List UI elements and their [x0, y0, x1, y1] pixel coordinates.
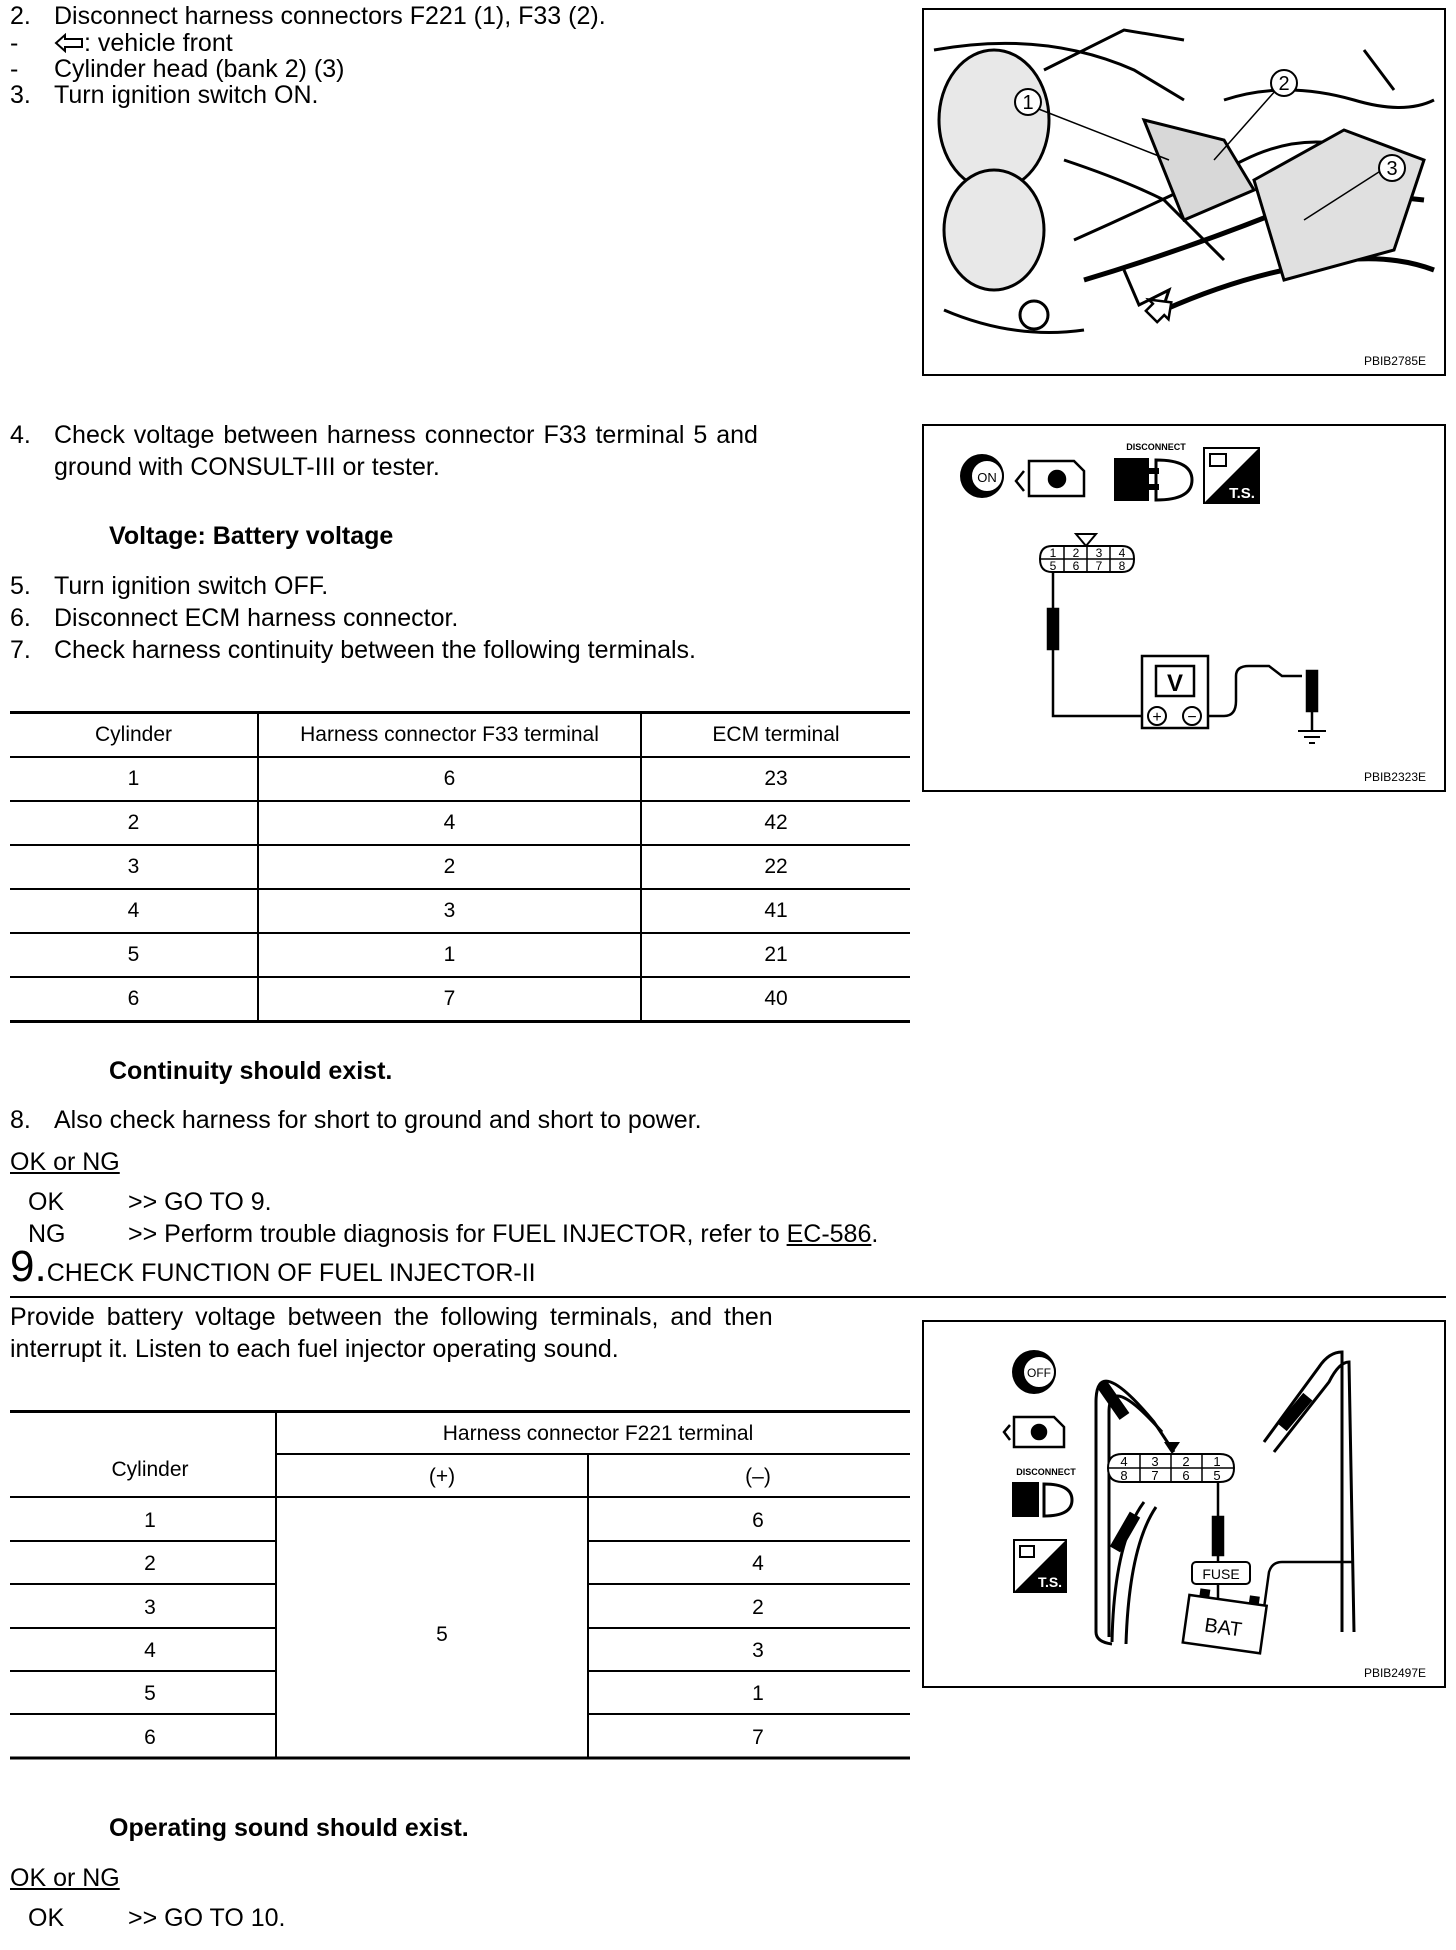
table-cell: 5: [10, 933, 258, 977]
harness-connector: [1040, 534, 1134, 573]
table-cell: 6: [10, 977, 258, 1022]
step-text: Check harness continuity between the following terminals.: [54, 636, 697, 664]
harness-connector: [1108, 1442, 1234, 1483]
table-header: Cylinder: [111, 1458, 189, 1481]
step-number: 2.: [10, 2, 31, 30]
figure-code: PBIB2323E: [1363, 770, 1426, 784]
step9-description: interrupt it. Listen to each fuel injector operating sound.: [10, 1335, 619, 1363]
callout-2: 2: [1278, 73, 1290, 95]
continuity-note: Continuity should exist.: [109, 1057, 393, 1085]
table-cell: 3: [144, 1596, 156, 1619]
svg-text:OFF: OFF: [1027, 1366, 1051, 1380]
ng-label: NG: [28, 1220, 66, 1248]
table-cell: 2: [258, 845, 641, 889]
bullet: -: [10, 55, 19, 83]
table-cell: 2: [10, 801, 258, 845]
table-cell: 1: [10, 757, 258, 801]
section-divider: [10, 1296, 1446, 1298]
function-table-grid: [10, 1410, 910, 1760]
step-text: Turn ignition switch ON.: [54, 81, 319, 109]
step-number: 5.: [10, 572, 31, 600]
disconnect-icon: [1114, 442, 1192, 501]
ignition-off-icon: [1012, 1350, 1056, 1394]
table-cell: 2: [144, 1552, 156, 1575]
table-cell: 41: [641, 889, 910, 933]
table-cell: 5: [144, 1682, 156, 1705]
table-cell: 7: [258, 977, 641, 1022]
svg-text:−: −: [1187, 709, 1197, 726]
function-table: [10, 1410, 910, 1765]
svg-text:7: 7: [1095, 559, 1103, 573]
table-row: [10, 757, 910, 801]
section-title: CHECK FUNCTION OF FUEL INJECTOR-II: [46, 1259, 536, 1287]
table-cell: 22: [641, 845, 910, 889]
table-header: Cylinder: [10, 713, 258, 758]
injector-test-diagram: [924, 1322, 1444, 1686]
table-cell: 3: [752, 1639, 764, 1662]
table-cell: 23: [641, 757, 910, 801]
ok-action: >> GO TO 9.: [128, 1188, 272, 1216]
table-cell: 2: [752, 1596, 764, 1619]
svg-text:1: 1: [1213, 1454, 1221, 1469]
table-row: [10, 933, 910, 977]
svg-text:6: 6: [1072, 559, 1080, 573]
callout-3: 3: [1386, 158, 1398, 180]
table-cell: 1: [752, 1682, 764, 1705]
step-text: Check voltage between harness connector F33 terminal 5 and: [54, 421, 758, 449]
svg-text:5: 5: [1049, 559, 1057, 573]
table-cell: 21: [641, 933, 910, 977]
table-header: Harness connector F221 terminal: [442, 1422, 754, 1445]
svg-text:3: 3: [1095, 546, 1103, 560]
table-cell: 4: [258, 801, 641, 845]
sound-note: Operating sound should exist.: [109, 1814, 469, 1842]
svg-text:DISCONNECT: DISCONNECT: [1016, 1467, 1076, 1477]
ng-action-end: .: [871, 1220, 879, 1248]
figure-code: PBIB2497E: [1363, 1666, 1426, 1680]
svg-text:T.S.: T.S.: [1229, 485, 1255, 502]
table-cell: 6: [144, 1726, 156, 1749]
ok-ng-heading: OK or NG: [10, 1864, 120, 1892]
svg-text:V: V: [1166, 670, 1184, 697]
engine-icon: [1004, 1417, 1064, 1447]
injector-test-figure: [922, 1320, 1446, 1688]
step-number: 8.: [10, 1106, 31, 1134]
table-row: [10, 845, 910, 889]
table-cell: 5: [436, 1623, 448, 1646]
svg-text:1: 1: [1049, 546, 1057, 560]
step-number: 7.: [10, 636, 31, 664]
table-row: [10, 801, 910, 845]
table-cell: 1: [144, 1509, 156, 1532]
step-text: : vehicle front: [84, 29, 233, 57]
table-header: (–): [745, 1465, 771, 1488]
ok-label: OK: [28, 1904, 65, 1932]
step-text: Turn ignition switch OFF.: [54, 572, 329, 600]
tester-icon: [1204, 448, 1259, 503]
svg-text:6: 6: [1182, 1468, 1190, 1483]
table-cell: 40: [641, 977, 910, 1022]
svg-text:BAT: BAT: [1203, 1614, 1244, 1642]
step-number: 6.: [10, 604, 31, 632]
ignition-on-icon: [960, 454, 1004, 498]
engine-icon: [1016, 461, 1084, 496]
figure-code: PBIB2785E: [1363, 354, 1426, 368]
svg-text:ON: ON: [977, 470, 997, 485]
ec-586-link[interactable]: EC-586: [786, 1220, 872, 1248]
ok-action: >> GO TO 10.: [128, 1904, 286, 1932]
voltmeter-icon: [1142, 656, 1208, 728]
continuity-table: [10, 711, 910, 1023]
voltage-check-diagram: [924, 426, 1444, 790]
table-cell: 7: [752, 1726, 764, 1749]
voltage-spec: Voltage: Battery voltage: [109, 522, 394, 550]
table-cell: 42: [641, 801, 910, 845]
step-number: 3.: [10, 81, 31, 109]
table-cell: 4: [144, 1639, 156, 1662]
table-header-row: [10, 713, 910, 758]
svg-text:DISCONNECT: DISCONNECT: [1126, 442, 1186, 452]
svg-text:3: 3: [1151, 1454, 1159, 1469]
table-cell: 1: [258, 933, 641, 977]
tester-icon: [1014, 1540, 1066, 1592]
table-header: ECM terminal: [641, 713, 910, 758]
svg-text:5: 5: [1213, 1468, 1221, 1483]
table-header: (+): [428, 1465, 456, 1488]
svg-text:4: 4: [1120, 1454, 1128, 1469]
svg-text:FUSE: FUSE: [1202, 1566, 1240, 1582]
section-heading: [10, 1244, 536, 1296]
fuse-icon: [1192, 1562, 1250, 1584]
table-cell: 4: [10, 889, 258, 933]
svg-text:8: 8: [1118, 559, 1126, 573]
ng-action-text: >> Perform trouble diagnosis for FUEL INJECTOR, refer to: [128, 1220, 787, 1248]
svg-text:2: 2: [1182, 1454, 1190, 1469]
table-cell: 3: [258, 889, 641, 933]
svg-text:4: 4: [1118, 546, 1126, 560]
svg-text:8: 8: [1120, 1468, 1128, 1483]
disconnect-icon: [1012, 1467, 1076, 1517]
step9-description: Provide battery voltage between the following terminals, and then: [10, 1303, 773, 1331]
step-text: Also check harness for short to ground and short to power.: [54, 1106, 702, 1134]
voltage-check-figure: [922, 424, 1446, 792]
step-text: ground with CONSULT-III or tester.: [54, 453, 440, 481]
step-text: Disconnect ECM harness connector.: [54, 604, 459, 632]
ok-ng-heading: OK or NG: [10, 1148, 120, 1176]
svg-text:2: 2: [1072, 546, 1080, 560]
ok-label: OK: [28, 1188, 65, 1216]
table-header: Harness connector F33 terminal: [258, 713, 641, 758]
step-text: Disconnect harness connectors F221 (1), F33 (2).: [54, 2, 606, 30]
step-number: 4.: [10, 421, 31, 449]
battery-icon: [1183, 1587, 1268, 1653]
table-cell: 6: [258, 757, 641, 801]
table-row: [10, 889, 910, 933]
callout-1: 1: [1022, 92, 1034, 114]
svg-text:7: 7: [1151, 1468, 1159, 1483]
bullet: -: [10, 29, 19, 57]
engine-harness-figure: [922, 8, 1446, 376]
step-text: Cylinder head (bank 2) (3): [54, 55, 345, 83]
table-row: [10, 977, 910, 1022]
section-number: 9.: [10, 1242, 47, 1291]
engine-illustration: [924, 10, 1444, 374]
svg-text:T.S.: T.S.: [1037, 1574, 1063, 1590]
table-cell: 4: [752, 1552, 764, 1575]
svg-text:+: +: [1152, 709, 1162, 726]
table-cell: 3: [10, 845, 258, 889]
table-cell: 6: [752, 1509, 764, 1532]
